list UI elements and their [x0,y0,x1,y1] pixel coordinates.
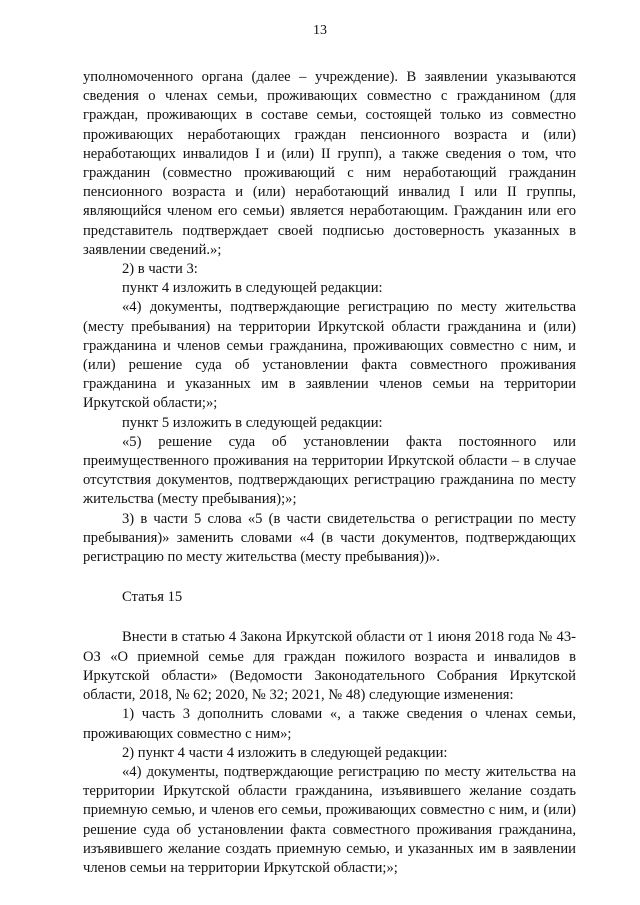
paragraph-item: пункт 5 изложить в следующей редакции: [122,414,383,431]
paragraph-item: «4) документы, подтверждающие регистрацию по месту жительства (месту пребывания) на территории Иркутской области гражданина и (или) гражданина и членов семьи гражданина, проживающих совместно с ним, и (или) решение суда об установлении факта совместного проживания гражданина и указанных им в заявлении членов семьи на территории Иркутской области;»; [83,299,576,412]
page-number: 13 [313,23,327,38]
paragraph-item: Внести в статью 4 Закона Иркутской области от 1 июня 2018 года № 43-ОЗ «О приемной семье для граждан пожилого возраста и инвалидов в Иркутской области» (Ведомости Законодательного Собрания Иркутской области, 2018, № 62; 2020, № 32; 2021, № 48) следующие изменения: [83,629,576,704]
document-body [83,68,576,878]
paragraph-item: 3) в части 5 слова «5 (в части свидетельства о регистрации по месту пребывания)» заменить словами «4 (в части документов, подтверждающих регистрацию по месту жительства (месту пребывания))». [83,510,576,566]
paragraph-item: пункт 4 изложить в следующей редакции: [122,280,383,297]
paragraph-item: 2) в части 3: [122,261,198,278]
paragraph-item: 2) пункт 4 части 4 изложить в следующей редакции: [122,744,448,761]
paragraph-item: 1) часть 3 дополнить словами «, а также сведения о членах семьи, проживающих совместно с ним»; [83,706,576,742]
article-heading: Статья 15 [122,589,183,606]
paragraph-continuation: уполномоченного органа (далее – учреждение). В заявлении указываются сведения о членах семьи, проживающих совместно с гражданином (для граждан, проживающих в составе семьи, состоящей только из совместно проживающих неработающих граждан пенсионного возраста и (или) неработающих инвалидов I и (или) II групп), а также сведения о том, что гражданин (совместно проживающий с ним неработающий гражданин пенсионного возраста и (или) неработающий инвалид I или II группы, являющийся членом его семьи) является неработающим. Гражданин или его представитель подтверждает своей подписью достоверность указанных в заявлении сведений.»; [83,69,576,258]
paragraph-item: «5) решение суда об установлении факта постоянного или преимущественного проживания на территории Иркутской области – в случае отсутствия документов, подтверждающих регистрацию гражданина по месту жительства (месту пребывания);»; [83,433,576,508]
paragraph-item: «4) документы, подтверждающие регистрацию по месту жительства на территории Иркутской области гражданина, изъявившего желание создать приемную семью, и членов его семьи, проживающих совместно с ним, и (или) решение суда об установлении факта совместного проживания гражданина, изъявившего желание создать приемную семью, и указанных им в заявлении членов семьи на территории Иркутской области;»; [83,763,576,876]
